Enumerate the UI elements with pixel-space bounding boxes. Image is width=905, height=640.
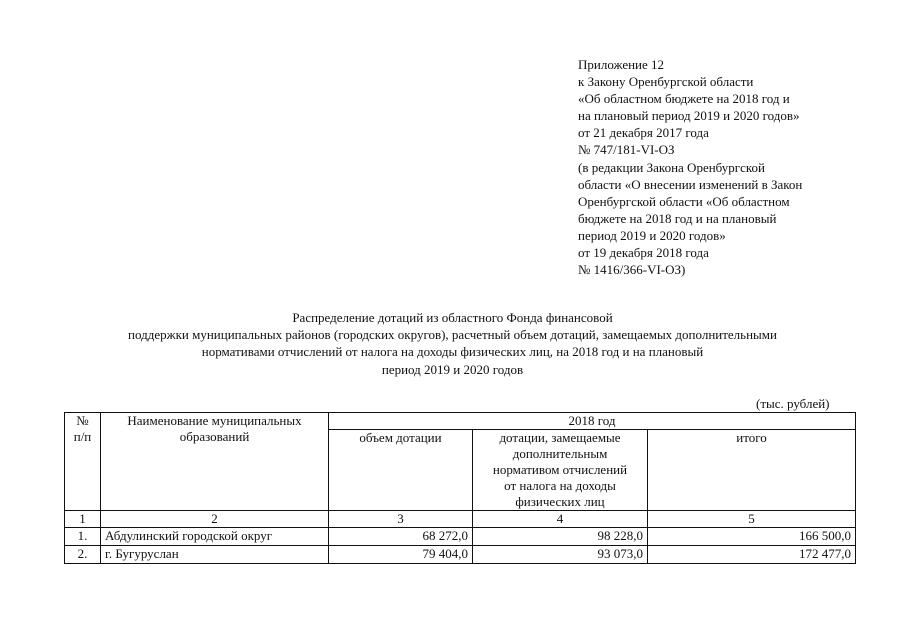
- row-total: 166 500,0: [648, 528, 856, 546]
- header-replaced-line: дополнительным: [512, 446, 608, 461]
- row-subsidy: 79 404,0: [329, 546, 473, 564]
- row-total: 172 477,0: [648, 546, 856, 564]
- header-name-line1: Наименование муниципальных: [127, 413, 302, 428]
- header-row-top: [65, 413, 856, 430]
- annex-line: бюджете на 2018 год и на плановый: [578, 210, 777, 226]
- header-total-cell: итого: [648, 430, 856, 511]
- header-name-line2: образований: [179, 429, 250, 444]
- header-year-cell: 2018 год: [329, 413, 856, 430]
- table-row: [65, 546, 856, 564]
- header-replaced-line: нормативом отчислений: [492, 462, 628, 477]
- column-number: 4: [473, 511, 648, 528]
- annex-line: № 747/181-VI-ОЗ: [578, 142, 675, 158]
- annex-header: [578, 56, 878, 278]
- subsidy-table: [64, 412, 856, 564]
- row-subsidy: 68 272,0: [329, 528, 473, 546]
- annex-line: № 1416/366-VI-ОЗ): [578, 262, 686, 278]
- column-number: 3: [329, 511, 473, 528]
- row-name: Абдулинский городской округ: [101, 528, 329, 546]
- row-name: г. Бугуруслан: [101, 546, 329, 564]
- annex-line: период 2019 и 2020 годов»: [578, 227, 726, 243]
- row-number: 1.: [65, 528, 101, 546]
- column-number: 2: [101, 511, 329, 528]
- header-replaced-line: от налога на доходы: [504, 478, 616, 493]
- annex-line: от 21 декабря 2017 года: [578, 125, 709, 141]
- annex-line: (в редакции Закона Оренбургской: [578, 159, 766, 175]
- row-replaced: 93 073,0: [473, 546, 648, 564]
- column-number: 5: [648, 511, 856, 528]
- header-subsidy-cell: объем дотации: [329, 430, 473, 511]
- document-title: [40, 309, 865, 378]
- column-numbers-row: [65, 511, 856, 528]
- row-replaced: 98 228,0: [473, 528, 648, 546]
- header-number-cell: [65, 413, 101, 511]
- header-name-cell: [101, 413, 329, 511]
- header-replaced-line: дотации, замещаемые: [499, 430, 621, 445]
- row-number: 2.: [65, 546, 101, 564]
- title-line: нормативами отчислений от налога на доходы физических лиц, на 2018 год и на плановый: [201, 344, 704, 360]
- header-number-line1: №: [76, 413, 89, 428]
- header-number-line2: п/п: [73, 429, 92, 444]
- header-replaced-line: физических лиц: [515, 494, 605, 509]
- table-row: [65, 528, 856, 546]
- annex-line: области «О внесении изменений в Закон: [578, 176, 803, 192]
- column-number: 1: [65, 511, 101, 528]
- annex-line: Приложение 12: [578, 57, 665, 72]
- annex-line: на плановый период 2019 и 2020 годов»: [578, 108, 800, 124]
- units-label: (тыс. рублей): [756, 396, 830, 411]
- header-replaced-cell: [473, 430, 648, 511]
- annex-line: «Об областном бюджете на 2018 год и: [578, 91, 790, 107]
- title-line: период 2019 и 2020 годов: [381, 361, 524, 377]
- annex-line: от 19 декабря 2018 года: [578, 245, 709, 261]
- title-line: поддержки муниципальных районов (городских округов), расчетный объем дотаций, замещаемых дополнительными: [128, 327, 777, 343]
- annex-line: Оренбургской области «Об областном: [578, 193, 790, 209]
- annex-line: к Закону Оренбургской области: [578, 74, 754, 90]
- title-line: Распределение дотаций из областного Фонда финансовой: [292, 310, 613, 325]
